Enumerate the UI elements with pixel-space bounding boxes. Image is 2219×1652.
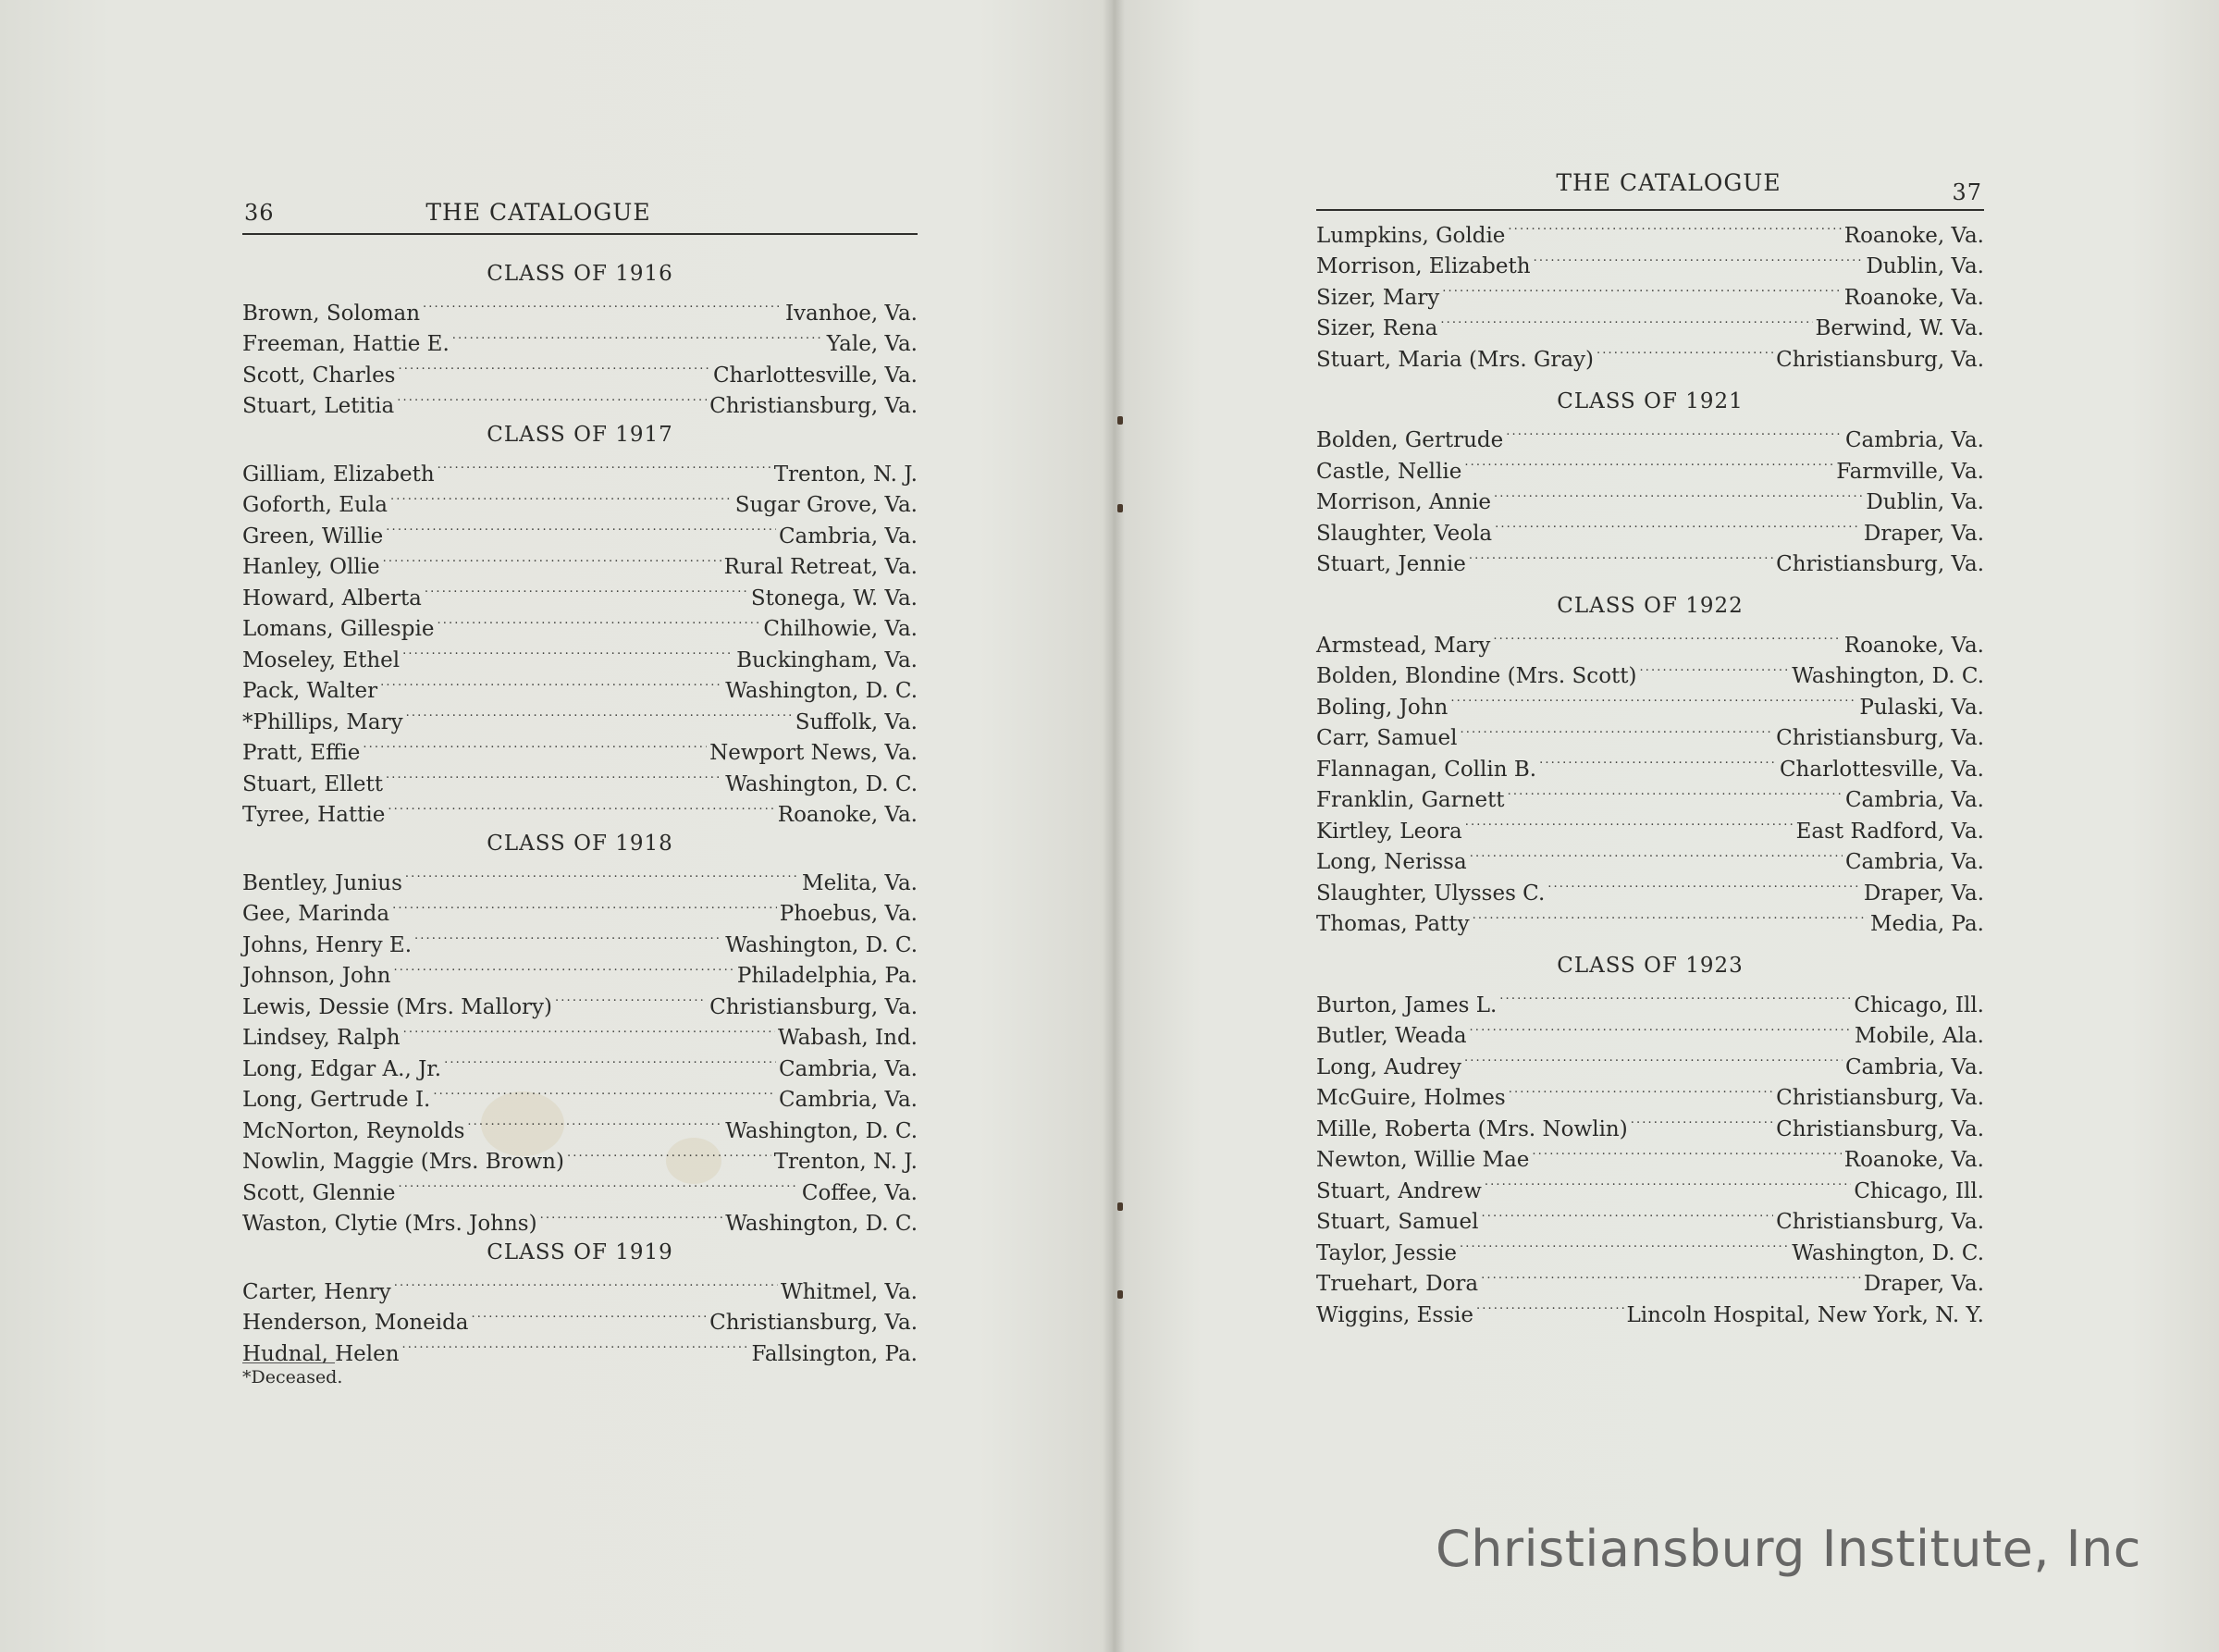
alumni-name: Hudnal, Helen: [242, 1341, 400, 1366]
alumni-location: Farmville, Va.: [1836, 459, 1984, 484]
list-item: [242, 289, 918, 326]
dot-leader: [467, 1106, 722, 1138]
alumni-name: Long, Audrey: [1316, 1054, 1462, 1079]
footnote: *Deceased.: [242, 1366, 343, 1387]
alumni-location: Cambria, Va.: [778, 1056, 918, 1081]
alumni-location: Washington, D. C.: [725, 679, 918, 703]
alumni-name: Bolden, Gertrude: [1316, 428, 1504, 452]
class-heading: CLASS OF 1917: [487, 423, 673, 447]
alumni-name: Carter, Henry: [242, 1279, 391, 1304]
dot-leader: [363, 729, 707, 760]
dot-leader: [405, 858, 799, 890]
dot-leader: [388, 791, 774, 822]
dot-leader: [393, 952, 734, 983]
alumni-name: Howard, Alberta: [242, 586, 422, 610]
dot-leader: [472, 1299, 708, 1330]
alumni-name: Flannagan, Collin B.: [1316, 757, 1537, 782]
dot-leader: [1534, 242, 1864, 274]
class-heading: CLASS OF 1921: [1557, 388, 1744, 413]
alumni-location: Phoebus, Va.: [779, 902, 918, 926]
alumni-location: Washington, D. C.: [725, 771, 918, 796]
alumni-location: Wabash, Ind.: [778, 1026, 918, 1050]
dot-leader: [567, 1138, 771, 1169]
alumni-location: Dublin, Va.: [1866, 254, 1984, 278]
alumni-location: Draper, Va.: [1863, 881, 1984, 906]
alumni-location: Charlottesville, Va.: [712, 363, 918, 388]
alumni-location: Christiansburg, Va.: [1776, 726, 1984, 750]
alumni-name: Wiggins, Essie: [1316, 1302, 1473, 1327]
alumni-location: Fallsington, Pa.: [751, 1341, 918, 1366]
class-heading: CLASS OF 1922: [1557, 594, 1744, 618]
alumni-name: Green, Willie: [242, 524, 384, 549]
alumni-location: Washington, D. C.: [1792, 664, 1984, 688]
alumni-name: Franklin, Garnett: [1316, 788, 1505, 812]
alumni-name: Gilliam, Elizabeth: [242, 462, 435, 487]
dot-leader: [555, 982, 707, 1014]
class-heading: CLASS OF 1918: [487, 832, 673, 856]
dot-leader: [402, 1329, 749, 1361]
alumni-name: Burton, James L.: [1316, 992, 1498, 1017]
alumni-name: Lindsey, Ralph: [242, 1026, 401, 1050]
alumni-location: Roanoke, Va.: [1843, 223, 1984, 248]
alumni-name: Stuart, Maria (Mrs. Gray): [1316, 347, 1595, 372]
class-heading: CLASS OF 1919: [487, 1240, 673, 1264]
alumni-location: Newport News, Va.: [709, 741, 918, 765]
alumni-location: Buckingham, Va.: [736, 647, 918, 672]
dot-leader: [1532, 1136, 1841, 1167]
alumni-name: Johns, Henry E.: [242, 932, 413, 957]
dot-leader: [1640, 652, 1790, 684]
dot-leader: [403, 1014, 775, 1045]
left-page-content: [242, 191, 918, 1387]
dot-leader: [1494, 478, 1863, 510]
alumni-location: Rural Retreat, Va.: [723, 555, 918, 579]
class-list: [242, 259, 918, 1366]
dot-leader: [452, 320, 824, 351]
page-header: [1316, 166, 1984, 211]
alumni-location: Draper, Va.: [1863, 1272, 1984, 1296]
alumni-location: Christiansburg, Va.: [1776, 1116, 1984, 1141]
alumni-name: Lewis, Dessie (Mrs. Mallory): [242, 994, 553, 1019]
dot-leader: [1493, 621, 1841, 652]
list-item: [1316, 980, 1984, 1017]
alumni-location: Dublin, Va.: [1866, 490, 1984, 514]
alumni-name: Waston, Clytie (Mrs. Johns): [242, 1212, 537, 1236]
alumni-location: Christiansburg, Va.: [709, 994, 918, 1019]
dot-leader: [414, 920, 722, 952]
dot-leader: [1442, 273, 1842, 304]
alumni-name: Truehart, Dora: [1316, 1272, 1479, 1296]
alumni-location: Ivanhoe, Va.: [784, 301, 918, 326]
alumni-name: Bentley, Junius: [242, 870, 402, 895]
alumni-name: Sizer, Rena: [1316, 316, 1438, 340]
dot-leader: [1547, 869, 1861, 900]
page-number: 37: [1952, 179, 1982, 205]
binding-stitch: [1117, 1202, 1123, 1211]
alumni-location: Cambria, Va.: [778, 1088, 918, 1112]
continued-list: [1316, 211, 1984, 372]
dot-leader: [390, 481, 733, 512]
alumni-name: Armstead, Mary: [1316, 633, 1491, 658]
alumni-location: Trenton, N. J.: [773, 1150, 918, 1174]
dot-leader: [1460, 714, 1773, 746]
list-item: [1316, 621, 1984, 658]
class-heading: CLASS OF 1923: [1557, 954, 1744, 978]
alumni-location: Lincoln Hospital, New York, N. Y.: [1626, 1302, 1984, 1327]
dot-leader: [1470, 838, 1843, 869]
alumni-location: Christiansburg, Va.: [1776, 1086, 1984, 1110]
alumni-name: Morrison, Elizabeth: [1316, 254, 1531, 278]
alumni-location: Yale, Va.: [826, 332, 918, 356]
dot-leader: [433, 1076, 776, 1107]
alumni-name: Long, Nerissa: [1316, 850, 1467, 874]
alumni-name: Newton, Willie Mae: [1316, 1148, 1530, 1172]
alumni-name: Stuart, Jennie: [1316, 552, 1466, 576]
alumni-location: Christiansburg, Va.: [709, 1311, 918, 1335]
alumni-location: Christiansburg, Va.: [1776, 1210, 1984, 1234]
alumni-location: Cambria, Va.: [1844, 1054, 1984, 1079]
alumni-name: Hanley, Ollie: [242, 555, 380, 579]
dot-leader: [380, 667, 722, 698]
alumni-name: Nowlin, Maggie (Mrs. Brown): [242, 1150, 564, 1174]
alumni-name: Goforth, Eula: [242, 493, 388, 517]
dot-leader: [1440, 304, 1812, 336]
alumni-name: Scott, Charles: [242, 363, 396, 388]
alumni-location: Pulaski, Va.: [1859, 695, 1984, 720]
list-item: [242, 858, 918, 895]
dot-leader: [1470, 1012, 1852, 1043]
dot-leader: [394, 1267, 778, 1299]
alumni-location: Draper, Va.: [1863, 521, 1984, 546]
alumni-location: Christiansburg, Va.: [709, 394, 918, 418]
dot-leader: [397, 382, 707, 413]
dot-leader: [444, 1044, 776, 1076]
alumni-name: Henderson, Moneida: [242, 1311, 469, 1335]
alumni-name: Freeman, Hattie E.: [242, 332, 450, 356]
alumni-name: Bolden, Blondine (Mrs. Scott): [1316, 664, 1637, 688]
alumni-location: Cambria, Va.: [1844, 788, 1984, 812]
dot-leader: [1460, 1228, 1789, 1260]
alumni-name: Gee, Marinda: [242, 902, 390, 926]
alumni-name: Carr, Samuel: [1316, 726, 1458, 750]
alumni-name: Moseley, Ethel: [242, 647, 401, 672]
alumni-name: Thomas, Patty: [1316, 912, 1470, 936]
alumni-name: Castle, Nellie: [1316, 459, 1462, 484]
list-item: [242, 450, 918, 487]
alumni-name: Morrison, Annie: [1316, 490, 1492, 514]
dot-leader: [1450, 683, 1856, 714]
alumni-name: Slaughter, Veola: [1316, 521, 1493, 546]
list-item: [242, 1267, 918, 1304]
alumni-name: Johnson, John: [242, 964, 391, 988]
dot-leader: [402, 635, 734, 667]
alumni-name: Boling, John: [1316, 695, 1449, 720]
alumni-location: Stonega, W. Va.: [750, 586, 918, 610]
dot-leader: [1508, 776, 1843, 808]
alumni-name: Tyree, Hattie: [242, 803, 386, 827]
alumni-location: Sugar Grove, Va.: [734, 493, 918, 517]
book-gutter: [1103, 0, 1125, 1652]
alumni-name: Kirtley, Leora: [1316, 819, 1462, 844]
alumni-name: McGuire, Holmes: [1316, 1086, 1506, 1110]
dot-leader: [1464, 1042, 1843, 1074]
alumni-location: Roanoke, Va.: [1843, 633, 1984, 658]
dot-leader: [425, 573, 748, 605]
dot-leader: [1508, 211, 1841, 242]
alumni-location: Trenton, N. J.: [773, 462, 918, 487]
list-item: [1316, 211, 1984, 248]
alumni-name: Lomans, Gillespie: [242, 617, 435, 641]
dot-leader: [1485, 1166, 1852, 1198]
alumni-location: Charlottesville, Va.: [1779, 757, 1984, 782]
alumni-location: Berwind, W. Va.: [1815, 316, 1984, 340]
alumni-location: Roanoke, Va.: [1843, 285, 1984, 310]
dot-leader: [438, 450, 771, 481]
alumni-location: Chicago, Ill.: [1854, 1178, 1984, 1203]
class-list: [1316, 387, 1984, 1327]
alumni-location: Washington, D. C.: [1792, 1240, 1984, 1265]
list-item: [1316, 416, 1984, 452]
alumni-name: *Phillips, Mary: [242, 709, 403, 734]
page-header: [242, 191, 918, 235]
alumni-name: Butler, Weada: [1316, 1024, 1467, 1048]
alumni-name: Slaughter, Ulysses C.: [1316, 881, 1546, 906]
alumni-location: Christiansburg, Va.: [1776, 552, 1984, 576]
footnote-rule: [242, 1362, 343, 1387]
right-page: [1113, 0, 2219, 1652]
alumni-location: Chilhowie, Va.: [763, 617, 918, 641]
alumni-name: McNorton, Reynolds: [242, 1118, 465, 1143]
alumni-location: Coffee, Va.: [801, 1180, 918, 1205]
dot-leader: [540, 1200, 723, 1231]
header-title: THE CATALOGUE: [1556, 169, 1781, 196]
dot-leader: [392, 890, 777, 921]
dot-leader: [1481, 1198, 1773, 1229]
alumni-location: Philadelphia, Pa.: [736, 964, 918, 988]
alumni-name: Long, Edgar A., Jr.: [242, 1056, 442, 1081]
page-number: 36: [244, 200, 275, 226]
alumni-name: Stuart, Ellett: [242, 771, 383, 796]
dot-leader: [1509, 1074, 1773, 1105]
alumni-name: Stuart, Letitia: [242, 394, 395, 418]
alumni-location: Suffolk, Va.: [795, 709, 918, 734]
dot-leader: [399, 1168, 799, 1200]
dot-leader: [1495, 509, 1861, 540]
binding-stitch: [1117, 1290, 1123, 1299]
alumni-location: Whitmel, Va.: [781, 1279, 918, 1304]
alumni-name: Taylor, Jessie: [1316, 1240, 1457, 1265]
dot-leader: [398, 351, 709, 382]
dot-leader: [1506, 416, 1843, 448]
alumni-name: Brown, Soloman: [242, 301, 421, 326]
alumni-location: Cambria, Va.: [1844, 850, 1984, 874]
dot-leader: [1631, 1104, 1773, 1136]
alumni-location: Mobile, Ala.: [1854, 1024, 1984, 1048]
alumni-name: Sizer, Mary: [1316, 285, 1440, 310]
alumni-location: Washington, D. C.: [725, 932, 918, 957]
dot-leader: [1481, 1260, 1861, 1291]
binding-stitch: [1117, 416, 1123, 425]
dot-leader: [1596, 335, 1773, 366]
alumni-name: Pack, Walter: [242, 679, 378, 703]
class-heading: CLASS OF 1916: [487, 262, 673, 286]
dot-leader: [1539, 745, 1777, 776]
alumni-location: Christiansburg, Va.: [1776, 347, 1984, 372]
alumni-name: Scott, Glennie: [242, 1180, 396, 1205]
dot-leader: [1473, 900, 1868, 931]
alumni-location: Cambria, Va.: [778, 524, 918, 549]
alumni-location: Media, Pa.: [1869, 912, 1984, 936]
alumni-location: Cambria, Va.: [1844, 428, 1984, 452]
dot-leader: [1469, 540, 1773, 572]
alumni-location: Washington, D. C.: [725, 1118, 918, 1143]
alumni-location: Washington, D. C.: [725, 1212, 918, 1236]
header-title: THE CATALOGUE: [425, 199, 651, 226]
alumni-name: Stuart, Samuel: [1316, 1210, 1479, 1234]
right-page-content: [1316, 166, 1984, 1327]
dot-leader: [437, 605, 760, 636]
dot-leader: [1476, 1290, 1624, 1322]
dot-leader: [1499, 980, 1851, 1012]
alumni-name: Pratt, Effie: [242, 741, 361, 765]
alumni-name: Long, Gertrude I.: [242, 1088, 431, 1112]
binding-stitch: [1117, 504, 1123, 512]
alumni-name: Lumpkins, Goldie: [1316, 223, 1506, 248]
dot-leader: [386, 759, 722, 791]
alumni-location: Roanoke, Va.: [1843, 1148, 1984, 1172]
alumni-location: East Radford, Va.: [1795, 819, 1984, 844]
dot-leader: [406, 697, 793, 729]
alumni-location: Chicago, Ill.: [1854, 992, 1984, 1017]
dot-leader: [1464, 447, 1833, 478]
dot-leader: [383, 543, 721, 574]
alumni-location: Roanoke, Va.: [777, 803, 918, 827]
dot-leader: [423, 289, 783, 320]
dot-leader: [386, 512, 776, 543]
dot-leader: [1465, 807, 1794, 838]
alumni-name: Mille, Roberta (Mrs. Nowlin): [1316, 1116, 1628, 1141]
alumni-name: Stuart, Andrew: [1316, 1178, 1482, 1203]
alumni-location: Melita, Va.: [802, 870, 918, 895]
watermark: Christiansburg Institute, Inc: [1435, 1520, 2141, 1578]
